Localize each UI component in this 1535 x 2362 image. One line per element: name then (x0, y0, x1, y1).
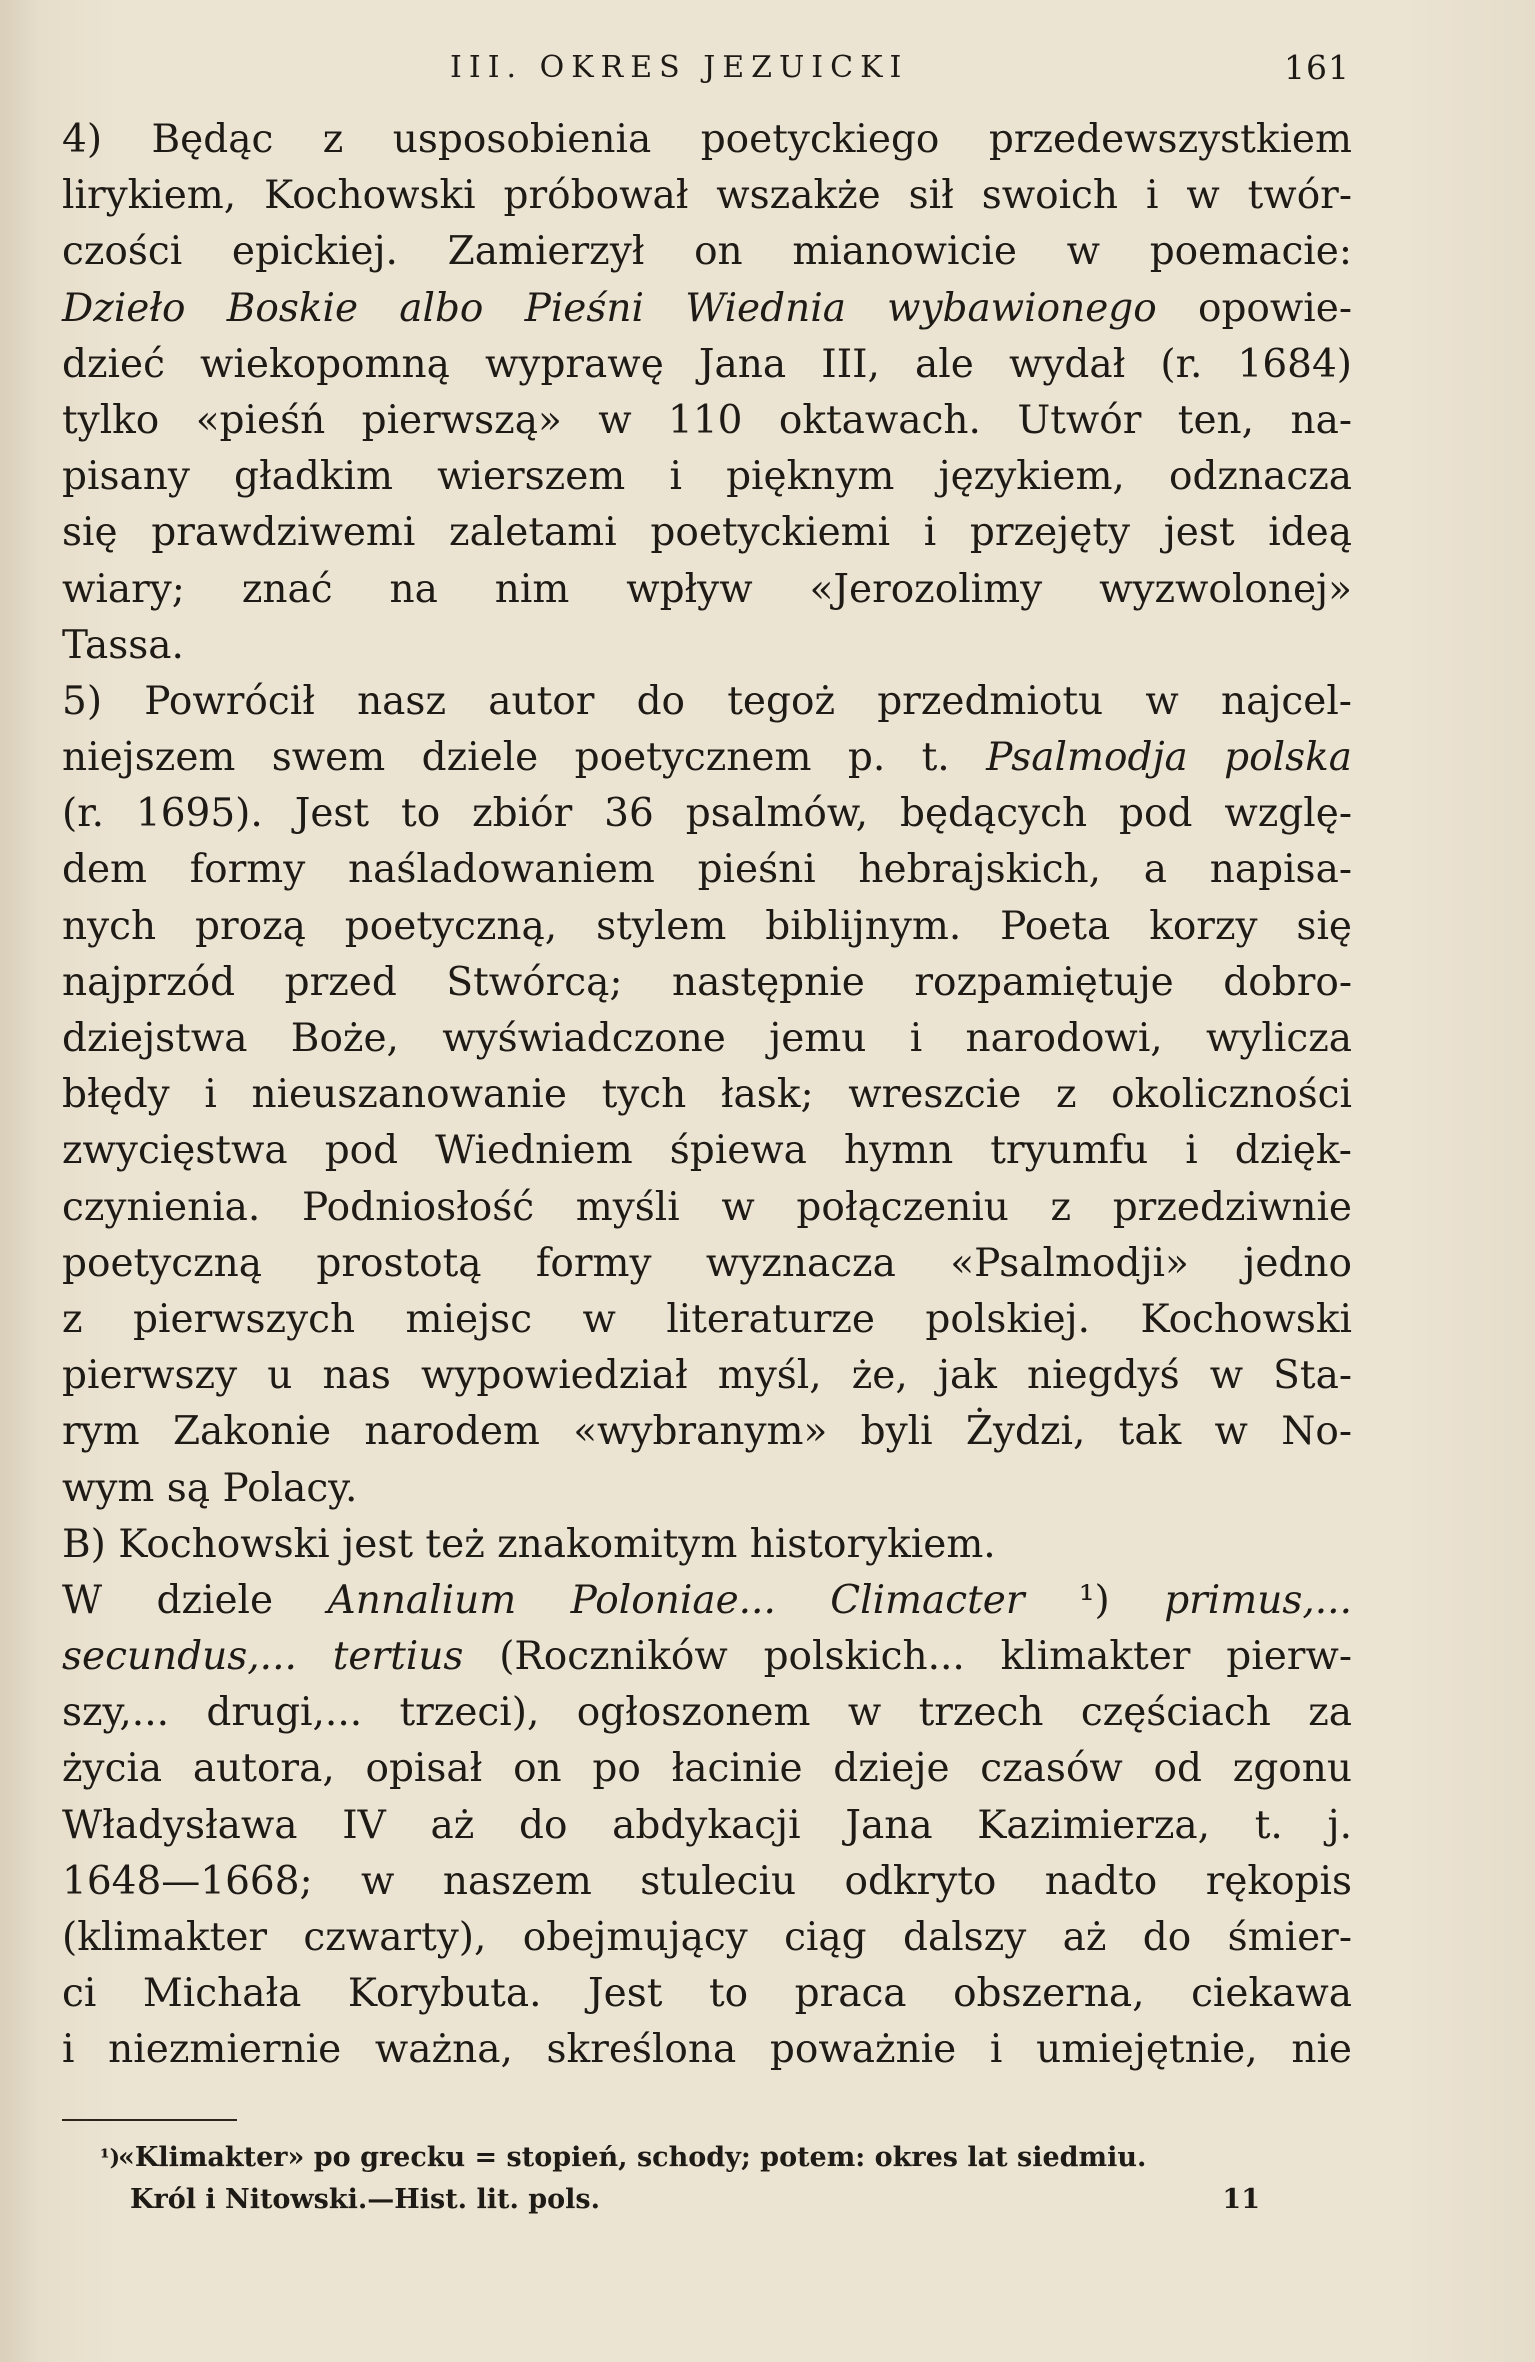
text-run: się prawdziwemi zaletami poetyckiemi i przejęty jest ideą (62, 510, 1352, 556)
text-run: z pierwszych miejsc w literaturze polskiej. Kochowski (62, 1296, 1352, 1342)
text-run: nych prozą poetyczną, stylem biblijnym. Poeta korzy się (62, 903, 1352, 949)
text-run: najprzód przed Stwórcą; następnie rozpamiętuje dobro- (62, 959, 1352, 1005)
text-run: ¹) (1024, 1577, 1165, 1623)
text-run: ci Michała Korybuta. Jest to praca obszerna, ciekawa (62, 1971, 1352, 2017)
text-line (62, 337, 1352, 393)
text-run: opowie- (1156, 285, 1353, 331)
text-run: dziejstwa Boże, wyświadczone jemu i narodowi, wylicza (62, 1016, 1352, 1061)
text-line (62, 224, 1352, 280)
signature-number: 11 (1222, 2184, 1260, 2215)
footnote (100, 2138, 1218, 2178)
text-run: dem formy naśladowaniem pieśni hebrajskich, a napisa- (62, 847, 1352, 893)
page-number: 161 (1284, 48, 1350, 87)
text-line (62, 842, 1352, 898)
text-run: życia autora, opisał on po łacinie dzieje czasów od zgonu (62, 1746, 1352, 1792)
text-line (62, 674, 1352, 730)
text-line (62, 505, 1352, 561)
text-line (62, 1685, 1352, 1741)
text-line (62, 1573, 1352, 1629)
text-run: i niezmiernie ważna, skreślona poważnie i umiejętnie, nie (62, 2027, 1352, 2073)
signature-text: Król i Nitowski.—Hist. lit. pols. (130, 2184, 601, 2215)
text-run: czości epickiej. Zamierzył on mianowicie w poemacie: (62, 229, 1352, 275)
text-line (62, 1236, 1352, 1292)
text-line (62, 1798, 1352, 1854)
text-run: (klimakter czwarty), obejmujący ciąg dalszy aż do śmier- (62, 1915, 1352, 1960)
text-run: poetyczną prostotą formy wyznacza «Psalmodji» jedno (62, 1240, 1352, 1286)
text-line (62, 1011, 1352, 1067)
footnote-rule (62, 2119, 237, 2121)
text-run: Tassa. (62, 622, 184, 668)
text-run: W dziele (62, 1577, 328, 1623)
text-line (62, 618, 1352, 674)
text-run: dzieć wiekopomną wyprawę Jana III, ale wydał (r. 1684) (62, 341, 1352, 387)
text-line (62, 730, 1352, 786)
text-line (62, 2022, 1352, 2078)
text-line (62, 1348, 1352, 1404)
text-line (62, 1461, 1352, 1517)
text-run: rym Zakonie narodem «wybranym» byli Żydzi, tak w No- (62, 1409, 1352, 1455)
italic-text: secundus,... tertius (62, 1634, 464, 1680)
text-line (62, 786, 1352, 842)
text-line (62, 1404, 1352, 1460)
text-run: wym są Polacy. (62, 1465, 358, 1511)
text-line (62, 1854, 1352, 1910)
text-run: B) Kochowski jest też znakomitym historykiem. (62, 1521, 996, 1567)
text-run: (Roczników polskich... klimakter pierw- (463, 1634, 1352, 1680)
text-line (62, 1910, 1352, 1966)
text-line (62, 1123, 1352, 1179)
text-line (62, 281, 1352, 337)
italic-text: Psalmodja polska (986, 735, 1352, 781)
text-line (62, 1292, 1352, 1348)
text-run: błędy i nieuszanowanie tych łask; wreszcie z okoliczności (62, 1072, 1352, 1118)
italic-text: Annalium Poloniae... Climacter (327, 1577, 1025, 1623)
printer-signature (130, 2180, 1260, 2220)
footnote-text: «Klimakter» po grecku = stopień, schody; potem: okres lat siedmiu. (118, 2142, 1147, 2173)
text-run: niejszem swem dziele poetycznem p. t. (62, 735, 987, 781)
text-line (62, 562, 1352, 618)
text-run: czynienia. Podniosłość myśli w połączeniu z przedziwnie (62, 1184, 1352, 1230)
text-run: 4) Będąc z usposobienia poetyckiego przedewszystkiem (62, 117, 1352, 162)
text-line (62, 1741, 1352, 1797)
text-line (62, 168, 1352, 224)
text-run: szy,... drugi,... trzeci), ogłoszonem w trzech częściach za (62, 1690, 1352, 1736)
running-head: III. OKRES JEZUICKI (450, 50, 909, 85)
page-header (450, 46, 1350, 96)
text-line (62, 1067, 1352, 1123)
text-run: 5) Powrócił nasz autor do tegoż przedmiotu w najcel- (62, 678, 1352, 724)
text-run: lirykiem, Kochowski próbował wszakże sił swoich i w twór- (62, 173, 1352, 219)
italic-text: Dzieło Boskie albo Pieśni Wiednia wybawionego (62, 285, 1157, 331)
text-run: pierwszy u nas wypowiedział myśl, że, jak niegdyś w Sta- (62, 1353, 1352, 1399)
text-line (62, 449, 1352, 505)
text-run: wiary; znać na nim wpływ «Jerozolimy wyzwolonej» (62, 566, 1352, 612)
text-line (62, 112, 1352, 168)
text-line (62, 1180, 1352, 1236)
body-text (62, 112, 1352, 2079)
text-line (62, 393, 1352, 449)
text-run: Władysława IV aż do abdykacji Jana Kazimierza, t. j. (62, 1802, 1352, 1848)
text-line (62, 1966, 1352, 2022)
text-run: 1648—1668; w naszem stuleciu odkryto nadto rękopis (62, 1858, 1352, 1904)
text-run: zwycięstwa pod Wiedniem śpiewa hymn tryumfu i dzięk- (62, 1128, 1352, 1174)
text-run: tylko «pieśń pierwszą» w 110 oktawach. Utwór ten, na- (62, 397, 1352, 443)
text-line (62, 1517, 1352, 1573)
text-line (62, 1629, 1352, 1685)
text-line (62, 899, 1352, 955)
footnote-marker: ¹) (100, 2145, 121, 2171)
text-run: pisany gładkim wierszem i pięknym językiem, odznacza (62, 454, 1352, 500)
italic-text: primus,... (1164, 1577, 1352, 1623)
text-run: (r. 1695). Jest to zbiór 36 psalmów, będących pod wzglę- (62, 791, 1352, 837)
text-line (62, 955, 1352, 1011)
